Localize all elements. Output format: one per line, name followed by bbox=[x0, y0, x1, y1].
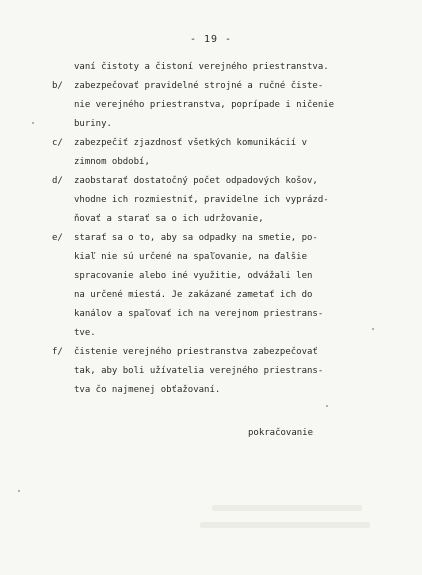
text-line bbox=[52, 362, 382, 381]
line-text: nie verejného priestranstva, poprípade i ničenie bbox=[74, 100, 335, 110]
body-text bbox=[52, 58, 382, 400]
text-line bbox=[52, 134, 382, 153]
line-text: kanálov a spaľovať ich na verejnom priestrans- bbox=[74, 309, 324, 319]
line-text: zimnom období, bbox=[74, 157, 150, 167]
line-text: kiaľ nie sú určené na spaľovanie, na ďalšie bbox=[74, 252, 307, 262]
text-line bbox=[52, 96, 382, 115]
page-number: - 19 - bbox=[189, 34, 233, 45]
paper-speck bbox=[32, 122, 34, 124]
line-text: vhodne ich rozmiestniť, pravidelne ich vyprázd- bbox=[74, 195, 329, 205]
text-line bbox=[52, 343, 382, 362]
text-line bbox=[52, 153, 382, 172]
line-text: vaní čistoty a čistoní verejného priestranstva. bbox=[74, 62, 329, 72]
text-line bbox=[52, 381, 382, 400]
text-line bbox=[52, 286, 382, 305]
item-label: e/ bbox=[52, 233, 63, 243]
text-line bbox=[52, 305, 382, 324]
line-text: zabezpečiť zjazdnosť všetkých komunikácií v bbox=[74, 138, 307, 148]
paper-speck bbox=[326, 405, 328, 407]
paper-speck bbox=[18, 490, 20, 492]
text-line bbox=[52, 248, 382, 267]
bleed-through-mark bbox=[212, 505, 362, 511]
text-line bbox=[52, 267, 382, 286]
bleed-through-mark bbox=[200, 522, 370, 528]
line-text: ňovať a starať sa o ich udržovanie, bbox=[74, 214, 264, 224]
text-line bbox=[52, 210, 382, 229]
item-label: b/ bbox=[52, 81, 63, 91]
continuation-note: pokračovanie bbox=[248, 428, 314, 438]
text-line bbox=[52, 115, 382, 134]
item-label: c/ bbox=[52, 138, 63, 148]
line-text: tva čo najmenej obťažovaní. bbox=[74, 385, 221, 395]
line-text: na určené miestá. Je zakázané zametať ich do bbox=[74, 290, 313, 300]
line-text: starať sa o to, aby sa odpadky na smetie, po- bbox=[74, 233, 318, 243]
item-label: f/ bbox=[52, 347, 63, 357]
text-line bbox=[52, 77, 382, 96]
line-text: čistenie verejného priestranstva zabezpečovať bbox=[74, 347, 318, 357]
item-label: d/ bbox=[52, 176, 63, 186]
text-line bbox=[52, 58, 382, 77]
line-text: tak, aby boli užívatelia verejného priestrans- bbox=[74, 366, 324, 376]
text-line bbox=[52, 229, 382, 248]
line-text: tve. bbox=[74, 328, 96, 338]
text-line bbox=[52, 324, 382, 343]
line-text: spracovanie alebo iné využitie, odvážali len bbox=[74, 271, 313, 281]
line-text: buriny. bbox=[74, 119, 112, 129]
line-text: zabezpečovať pravidelné strojné a ručné čiste- bbox=[74, 81, 324, 91]
paper-speck bbox=[372, 328, 374, 330]
text-line bbox=[52, 172, 382, 191]
line-text: zaobstarať dostatočný počet odpadových košov, bbox=[74, 176, 318, 186]
text-line bbox=[52, 191, 382, 210]
